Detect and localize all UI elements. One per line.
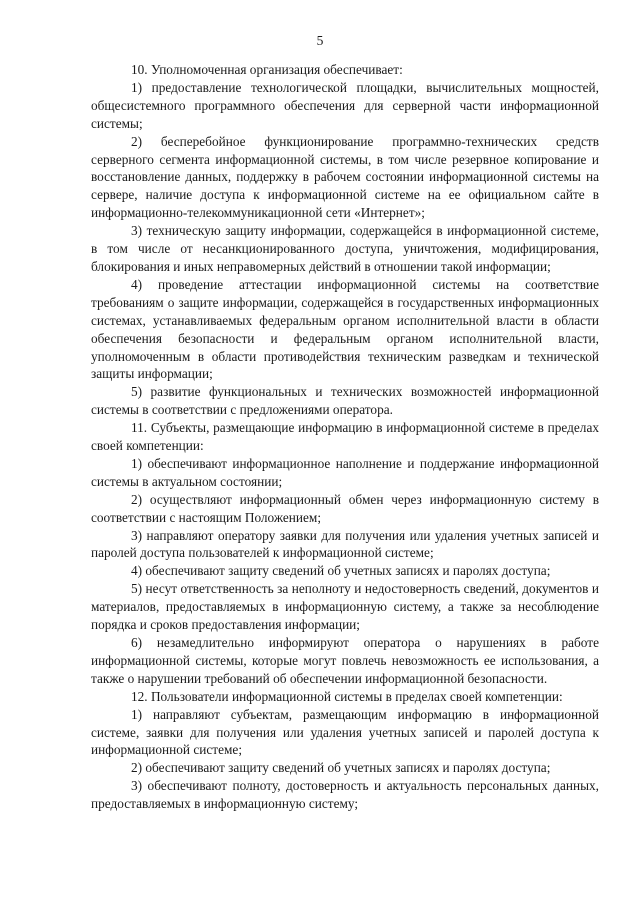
section-12-item-2: 2) обеспечивают защиту сведений об учетных записях и паролях доступа; [131,760,551,776]
section-11-heading: 11. Субъекты, размещающие информацию в информационной системе в пределах своей компетенции: [91,420,599,454]
page-number: 5 [316,33,324,48]
section-10-item-1: 1) предоставление технологической площадки, вычислительных мощностей, общесистемного программного обеспечения для серверной части информационной системы; [91,79,599,131]
section-11-item-4: 4) обеспечивают защиту сведений об учетных записях и паролях доступа; [131,563,551,579]
section-11-item-5: 5) несут ответственность за неполноту и недостоверность сведений, документов и материалов, предоставляемых в информационную систему, а также за несоблюдение порядка и сроков предоставления информации; [91,581,599,633]
section-11-item-3: 3) направляют оператору заявки для получения или удаления учетных записей и паролей доступа пользователей к информационной системе; [91,527,599,561]
section-11-item-1: 1) обеспечивают информационное наполнение и поддержание информационной системы в актуальном состоянии; [91,455,599,489]
section-10-item-3: 3) техническую защиту информации, содержащейся в информационной системе, в том числе от несанкционированного доступа, уничтожения, модифицирования, блокирования и иных неправомерных действий в отношении такой информации; [91,223,599,274]
document-body [91,61,599,813]
section-10-heading: 10. Уполномоченная организация обеспечивает: [131,62,403,77]
section-10-item-5: 5) развитие функциональных и технических возможностей информационной системы в соответствии с предложениями оператора. [91,384,599,418]
section-10-item-4: 4) проведение аттестации информационной системы на соответствие требованиям о защите информации, содержащейся в государственных информационных системах, устанавливаемых федеральным органом исполнительной власти в области обеспечения безопасности и федеральным органом исполнительной власти, уполномоченным в области противодействия техническим разведкам и технической защиты информации; [91,276,599,382]
section-12-item-1: 1) направляют субъектам, размещающим информацию в информационной системе, заявки для получения или удаления учетных записей и паролей доступа к информационной системе; [91,706,599,758]
section-10-item-2: 2) бесперебойное функционирование программно-технических средств серверного сегмента информационной системы, в том числе резервное копирование и восстановление данных, поддержку в рабочем состоянии информационной системы на сервере, наличие доступа к информационной системе на ее официальном сайте в информационно-телекоммуникационной сети «Интернет»; [91,133,599,221]
section-12-heading: 12. Пользователи информационной системы в пределах своей компетенции: [131,688,563,704]
section-11-item-6: 6) незамедлительно информируют оператора о нарушениях в работе информационной системы, которые могут повлечь невозможность ее использования, а также о нарушении требований об обеспечении информационной безопасности. [91,635,599,686]
section-11-item-2: 2) осуществляют информационный обмен через информационную систему в соответствии с настоящим Положением; [91,491,599,525]
section-12-item-3: 3) обеспечивают полноту, достоверность и актуальность персональных данных, предоставляемых в информационную систему; [91,778,599,812]
